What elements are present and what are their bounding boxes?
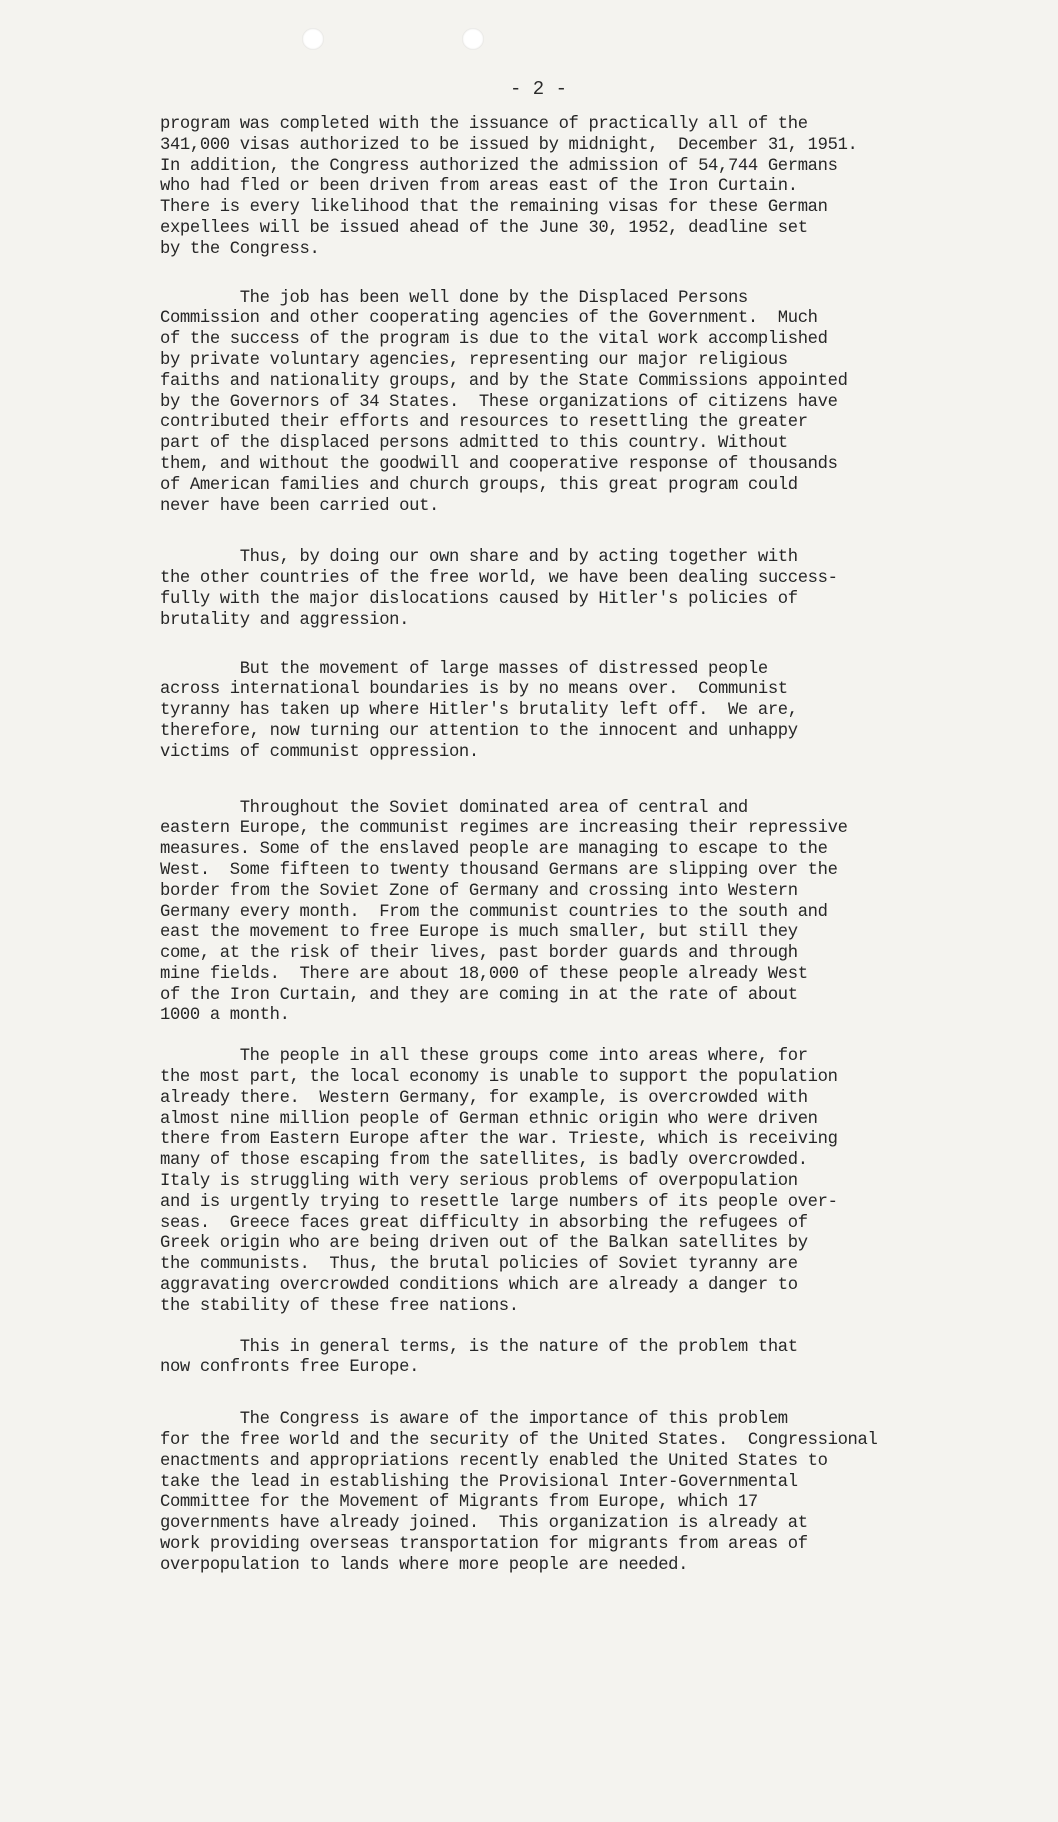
text-line: overpopulation to lands where more people are needed. [160,1555,689,1575]
text-line: of American families and church groups, this great program could [160,475,798,495]
paragraph [160,660,960,764]
text-line: part of the displaced persons admitted to this country. Without [160,434,788,454]
text-line: the other countries of the free world, we have been dealing success- [160,569,838,589]
paragraph [160,1047,960,1317]
text-line: there from Eastern Europe after the war. Trieste, which is receiving [160,1130,838,1150]
text-line: the communists. Thus, the brutal policies of Soviet tyranny are [160,1255,798,1275]
paragraph [160,1338,960,1380]
text-line: The Congress is aware of the importance of this problem [160,1410,788,1430]
text-line: for the free world and the security of the United States. Congressional [160,1431,878,1451]
text-line: already there. Western Germany, for example, is overcrowded with [160,1088,808,1108]
text-line: Throughout the Soviet dominated area of central and [160,798,748,818]
text-line: enactments and appropriations recently enabled the United States to [160,1451,828,1471]
text-line: measures. Some of the enslaved people are managing to escape to the [160,840,828,860]
paragraph [160,289,960,518]
text-line: of the success of the program is due to the vital work accomplished [160,330,828,350]
punch-hole-left [302,28,324,50]
text-line: Thus, by doing our own share and by acting together with [160,548,798,568]
text-line: brutality and aggression. [160,610,410,630]
paragraph [160,548,960,631]
text-line: fully with the major dislocations caused by Hitler's policies of [160,589,798,609]
text-line: many of those escaping from the satellites, is badly overcrowded. [160,1151,808,1171]
text-line: Greek origin who are being driven out of the Balkan satellites by [160,1234,808,1254]
text-line: West. Some fifteen to twenty thousand Germans are slipping over the [160,860,838,880]
page-number: - 2 - [510,78,568,100]
text-line: seas. Greece faces great difficulty in absorbing the refugees of [160,1213,808,1233]
text-line: 341,000 visas authorized to be issued by midnight, December 31, 1951. [160,135,858,155]
text-line: by the Congress. [160,239,320,259]
text-line: never have been carried out. [160,496,439,516]
text-line: In addition, the Congress authorized the admission of 54,744 Germans [160,156,838,176]
text-line: Commission and other cooperating agencies of the Government. Much [160,309,818,329]
text-line: the stability of these free nations. [160,1296,519,1316]
text-line: eastern Europe, the communist regimes are increasing their repressive [160,819,848,839]
text-line: take the lead in establishing the Provisional Inter-Governmental [160,1472,798,1492]
text-line: them, and without the goodwill and cooperative response of thousands [160,454,838,474]
text-line: come, at the risk of their lives, past border guards and through [160,944,798,964]
text-line: across international boundaries is by no means over. Communist [160,680,788,700]
text-line: Germany every month. From the communist countries to the south and [160,902,828,922]
text-line: border from the Soviet Zone of Germany and crossing into Western [160,881,798,901]
text-line: There is every likelihood that the remaining visas for these German [160,198,828,218]
text-line: aggravating overcrowded conditions which are already a danger to [160,1276,798,1296]
text-line: Italy is struggling with very serious problems of overpopulation [160,1172,798,1192]
text-line: faiths and nationality groups, and by the State Commissions appointed [160,371,848,391]
text-line: mine fields. There are about 18,000 of these people already West [160,964,808,984]
text-line: tyranny has taken up where Hitler's brutality left off. We are, [160,701,798,721]
text-line: almost nine million people of German ethnic origin who were driven [160,1109,818,1129]
text-line: This in general terms, is the nature of the problem that [160,1337,798,1357]
text-line: But the movement of large masses of distressed people [160,659,768,679]
text-line: Committee for the Movement of Migrants from Europe, which 17 [160,1493,758,1513]
text-line: therefore, now turning our attention to the innocent and unhappy [160,721,798,741]
paragraph [160,115,960,261]
text-line: program was completed with the issuance of practically all of the [160,115,808,134]
text-line: governments have already joined. This organization is already at [160,1514,808,1534]
text-line: east the movement to free Europe is much smaller, but still they [160,923,798,943]
paragraph [160,1410,960,1576]
document-body [160,115,960,1577]
text-line: of the Iron Curtain, and they are coming in at the rate of about [160,985,798,1005]
text-line: expellees will be issued ahead of the June 30, 1952, deadline set [160,218,808,238]
punch-hole-right [462,28,484,50]
text-line: by the Governors of 34 States. These organizations of citizens have [160,392,838,412]
paragraph [160,799,960,1028]
text-line: The people in all these groups come into areas where, for [160,1047,808,1067]
text-line: work providing overseas transportation for migrants from areas of [160,1535,808,1555]
text-line: now confronts free Europe. [160,1358,420,1378]
text-line: The job has been well done by the Displaced Persons [160,288,748,308]
text-line: 1000 a month. [160,1006,290,1026]
text-line: contributed their efforts and resources to resettling the greater [160,413,808,433]
text-line: and is urgently trying to resettle large numbers of its people over- [160,1192,838,1212]
text-line: by private voluntary agencies, representing our major religious [160,350,788,370]
text-line: the most part, the local economy is unable to support the population [160,1068,838,1088]
text-line: victims of communist oppression. [160,742,479,762]
text-line: who had fled or been driven from areas east of the Iron Curtain. [160,177,798,197]
